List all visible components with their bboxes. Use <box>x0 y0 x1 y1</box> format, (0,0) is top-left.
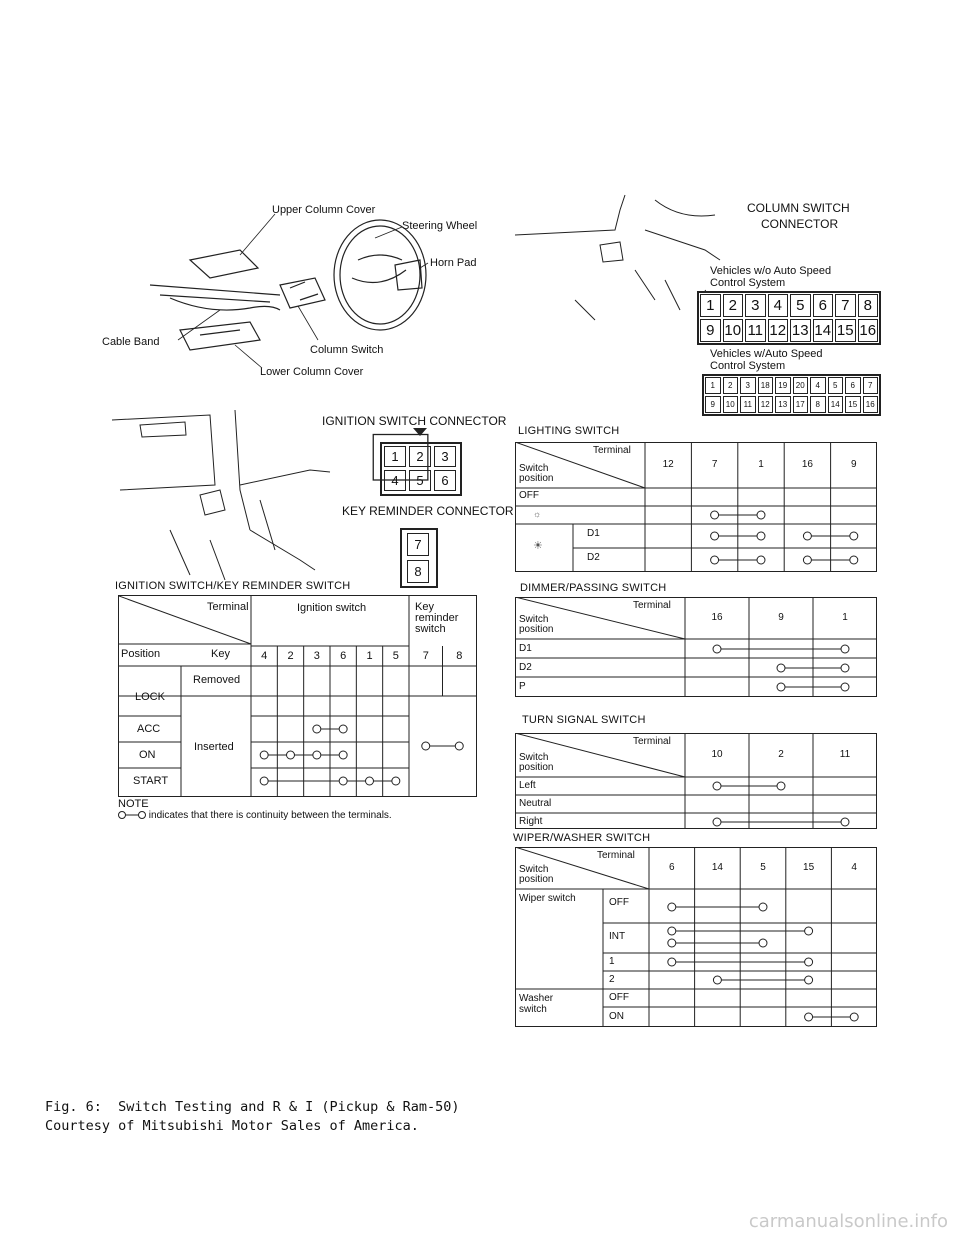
label-lower-column-cover: Lower Column Cover <box>260 366 364 378</box>
lighting-terminal-number: 7 <box>711 459 718 470</box>
connector-pin: 10 <box>723 319 744 342</box>
connector-pin: 7 <box>863 377 879 394</box>
turn-grid <box>515 733 877 829</box>
continuity-dot <box>805 976 813 984</box>
no-asc-label-line2: Control System <box>710 277 786 289</box>
wiper-row-label: 2 <box>609 974 615 985</box>
key-reminder-connector-title: KEY REMINDER CONNECTOR <box>342 504 514 518</box>
ign-terminal-number: 2 <box>287 650 294 662</box>
continuity-dot <box>260 751 268 759</box>
connector-pin: 7 <box>835 294 856 317</box>
connector-pin: 4 <box>768 294 789 317</box>
connector-pin: 2 <box>723 294 744 317</box>
lighting-terminal-number: 12 <box>662 459 674 470</box>
connector-pin: 14 <box>813 319 834 342</box>
headlamp-icon: ☀ <box>533 540 543 552</box>
wiper-terminal-number: 5 <box>760 862 766 873</box>
lighting-terminal-header: Terminal <box>593 445 631 456</box>
continuity-dot <box>713 645 721 653</box>
continuity-dot <box>850 556 858 564</box>
ignition-pin: 3 <box>434 446 456 467</box>
ign-terminal-number: 1 <box>366 650 373 662</box>
wiper-row-label: Wiper switch <box>519 893 576 904</box>
continuity-dot <box>841 664 849 672</box>
continuity-dot <box>711 511 719 519</box>
label-column-switch: Column Switch <box>310 344 384 356</box>
ign-lock: LOCK <box>135 691 165 703</box>
ignition-connector-pins <box>380 442 462 496</box>
continuity-dot <box>392 777 400 785</box>
turn-border <box>516 734 877 829</box>
continuity-dot <box>757 511 765 519</box>
connector-pin: 13 <box>775 396 791 413</box>
ignition-switch-table <box>118 595 477 797</box>
ign-removed: Removed <box>193 674 241 686</box>
asc-label-line2: Control System <box>710 360 786 372</box>
wiper-row-label: ON <box>609 1011 624 1022</box>
connector-pin: 17 <box>793 396 809 413</box>
label-steering-wheel: Steering Wheel <box>402 220 478 232</box>
wiper-washer-switch-table <box>515 847 877 1027</box>
lighting-row-label: D1 <box>587 528 600 539</box>
connector-pin: 15 <box>845 396 861 413</box>
ign-terminal-number: 4 <box>261 650 268 662</box>
turn-row-label: Neutral <box>519 798 552 809</box>
connector-pin: 11 <box>740 396 756 413</box>
label-upper-column-cover: Upper Column Cover <box>272 204 376 216</box>
lighting-table-title: LIGHTING SWITCH <box>518 425 620 437</box>
connector-pin: 8 <box>858 294 879 317</box>
dimmer-switch-position-header: Switch position <box>519 614 554 635</box>
continuity-dot <box>668 903 676 911</box>
connector-pin: 6 <box>813 294 834 317</box>
continuity-dot <box>850 532 858 540</box>
connector-pin: 15 <box>835 319 856 342</box>
lighting-terminal-number: 9 <box>851 459 857 470</box>
ign-on: ON <box>139 749 156 761</box>
dimmer-terminal-number: 9 <box>778 612 784 623</box>
key-reminder-pin: 7 <box>407 533 429 556</box>
ign-terminal-number: 6 <box>340 650 347 662</box>
continuity-dot <box>777 782 785 790</box>
continuity-dot <box>757 532 765 540</box>
ign-terminal-number: 3 <box>313 650 320 662</box>
continuity-symbol-icon <box>118 810 146 820</box>
connector-grid-no-asc <box>697 291 881 345</box>
turn-row-label: Right <box>519 816 543 827</box>
connector-pin: 12 <box>758 396 774 413</box>
dimmer-terminal-number: 1 <box>842 612 848 623</box>
continuity-dot <box>287 751 295 759</box>
ignition-table-title: IGNITION SWITCH/KEY REMINDER SWITCH <box>115 580 351 592</box>
label-cable-band: Cable Band <box>102 336 160 348</box>
connector-pin: 6 <box>845 377 861 394</box>
connector-pin: 18 <box>758 377 774 394</box>
continuity-dot <box>260 777 268 785</box>
continuity-dot <box>803 532 811 540</box>
continuity-dot <box>759 903 767 911</box>
connector-pin: 13 <box>790 319 811 342</box>
continuity-dot <box>366 777 374 785</box>
column-switch-connector-section <box>505 190 885 420</box>
connector-pin: 2 <box>723 377 739 394</box>
key-reminder-connector-pins <box>400 528 438 588</box>
connector-pin: 3 <box>745 294 766 317</box>
note-title: NOTE <box>118 798 149 810</box>
dimmer-row-label: D2 <box>519 662 532 673</box>
continuity-dot <box>759 939 767 947</box>
continuity-dot <box>841 645 849 653</box>
ign-terminal-number: 7 <box>422 650 429 662</box>
lighting-switch-position-header: Switch position <box>519 463 554 484</box>
caption-line-1: Fig. 6: Switch Testing and R & I (Pickup & Ram-50) <box>45 1099 460 1115</box>
ignition-connector-title: IGNITION SWITCH CONNECTOR <box>322 414 507 428</box>
wiper-row-label: OFF <box>609 897 629 908</box>
dimmer-table-title: DIMMER/PASSING SWITCH <box>520 582 667 594</box>
connector-grid-asc <box>702 374 881 416</box>
dimmer-row-label: D1 <box>519 643 532 654</box>
lighting-terminal-number: 1 <box>758 459 764 470</box>
ign-start: START <box>133 775 169 787</box>
continuity-dot <box>841 683 849 691</box>
wiper-terminal-number: 15 <box>803 862 815 873</box>
turn-table-title: TURN SIGNAL SWITCH <box>522 714 646 726</box>
lighting-terminal-number: 16 <box>801 459 813 470</box>
connector-pin: 10 <box>723 396 739 413</box>
note-line <box>118 810 392 821</box>
continuity-dot <box>339 777 347 785</box>
continuity-dot <box>805 1013 813 1021</box>
no-asc-label-line1: Vehicles w/o Auto Speed <box>710 265 832 277</box>
wiper-row-label: INT <box>609 931 626 942</box>
ign-acc: ACC <box>137 723 161 735</box>
turn-switch-position-header: Switch position <box>519 752 554 773</box>
connector-pin: 8 <box>810 396 826 413</box>
continuity-dot <box>313 751 321 759</box>
connector-pin: 16 <box>858 319 879 342</box>
connector-pin: 19 <box>775 377 791 394</box>
wiper-terminal-number: 6 <box>669 862 675 873</box>
continuity-dot <box>713 782 721 790</box>
connector-pin: 12 <box>768 319 789 342</box>
ignition-switch-section <box>100 410 520 590</box>
figure-caption <box>45 1098 460 1136</box>
wiper-terminal-number: 14 <box>711 862 723 873</box>
continuity-dot <box>841 818 849 826</box>
ignition-pin: 2 <box>409 446 431 467</box>
continuity-dot <box>757 556 765 564</box>
caption-line-2: Courtesy of Mitsubishi Motor Sales of America. <box>45 1118 419 1134</box>
continuity-dot <box>668 927 676 935</box>
ign-inserted: Inserted <box>194 741 234 753</box>
ign-key-reminder-header: Key reminder switch <box>415 601 459 635</box>
turn-signal-switch-table <box>515 733 877 829</box>
continuity-dot <box>455 742 463 750</box>
turn-terminal-number: 11 <box>839 749 851 760</box>
connector-pin: 4 <box>810 377 826 394</box>
continuity-dot <box>713 976 721 984</box>
wiper-row-label: 1 <box>609 956 615 967</box>
connector-pin: 5 <box>828 377 844 394</box>
ignition-pin: 6 <box>434 470 456 491</box>
connector-pin: 20 <box>793 377 809 394</box>
dimmer-grid <box>515 597 877 697</box>
dimmer-terminal-header: Terminal <box>633 600 671 611</box>
wiper-row-label: Washer switch <box>519 993 554 1015</box>
steering-column-exploded-view <box>102 190 500 390</box>
continuity-dot <box>713 818 721 826</box>
wiper-table-title: WIPER/WASHER SWITCH <box>513 832 651 844</box>
continuity-dot <box>850 1013 858 1021</box>
turn-terminal-number: 2 <box>778 749 784 760</box>
column-connector-title-line2: CONNECTOR <box>761 217 839 231</box>
lighting-switch-table <box>515 442 877 572</box>
tail-lamp-icon: ☼ <box>533 509 542 519</box>
turn-row-label: Left <box>519 780 536 791</box>
ignition-pin: 5 <box>409 470 431 491</box>
ign-position-header: Position <box>121 648 161 660</box>
continuity-dot <box>339 725 347 733</box>
continuity-dot <box>777 683 785 691</box>
wiper-row-label: OFF <box>609 992 629 1003</box>
lighting-row-label: OFF <box>519 490 539 501</box>
continuity-dot <box>777 664 785 672</box>
note-text: indicates that there is continuity between the terminals. <box>148 810 392 821</box>
column-connector-title-line1: COLUMN SWITCH <box>747 201 850 215</box>
wiper-terminal-header: Terminal <box>597 850 635 861</box>
dimmer-border <box>516 598 877 697</box>
connector-pin: 11 <box>745 319 766 342</box>
continuity-dot <box>339 751 347 759</box>
lighting-grid <box>515 442 877 572</box>
connector-pin: 3 <box>740 377 756 394</box>
dimmer-terminal-number: 16 <box>711 612 723 623</box>
connector-pin: 5 <box>790 294 811 317</box>
connector-pin: 14 <box>828 396 844 413</box>
connector-pin: 9 <box>705 396 721 413</box>
asc-label-line1: Vehicles w/Auto Speed <box>710 348 823 360</box>
ignition-pin: 1 <box>384 446 406 467</box>
dash-ignition-drawing <box>100 410 360 585</box>
ign-key-header: Key <box>211 648 230 660</box>
lighting-row-label: D2 <box>587 552 600 563</box>
continuity-dot <box>422 742 430 750</box>
ign-terminal-header: Terminal <box>207 601 249 613</box>
continuity-dot <box>805 958 813 966</box>
label-horn-pad: Horn Pad <box>430 257 477 269</box>
key-reminder-pin: 8 <box>407 560 429 583</box>
continuity-dot <box>668 958 676 966</box>
dimmer-passing-switch-table <box>515 597 877 697</box>
watermark: carmanualsonline.info <box>748 1211 948 1232</box>
ign-terminal-number: 5 <box>392 650 399 662</box>
continuity-dot <box>711 532 719 540</box>
continuity-dot <box>805 927 813 935</box>
ign-terminal-number: 8 <box>456 650 463 662</box>
continuity-dot <box>668 939 676 947</box>
connector-pin: 9 <box>700 319 721 342</box>
continuity-dot <box>803 556 811 564</box>
dimmer-row-label: P <box>519 681 526 692</box>
turn-terminal-number: 10 <box>711 749 723 760</box>
continuity-dot <box>313 725 321 733</box>
wiper-switch-position-header: Switch position <box>519 864 554 885</box>
connector-pin: 16 <box>863 396 879 413</box>
ign-ignition-switch-header: Ignition switch <box>297 602 367 614</box>
ignition-pin: 4 <box>384 470 406 491</box>
turn-terminal-header: Terminal <box>633 736 671 747</box>
wiper-terminal-number: 4 <box>851 862 857 873</box>
connector-pin: 1 <box>700 294 721 317</box>
connector-pin: 1 <box>705 377 721 394</box>
continuity-dot <box>711 556 719 564</box>
